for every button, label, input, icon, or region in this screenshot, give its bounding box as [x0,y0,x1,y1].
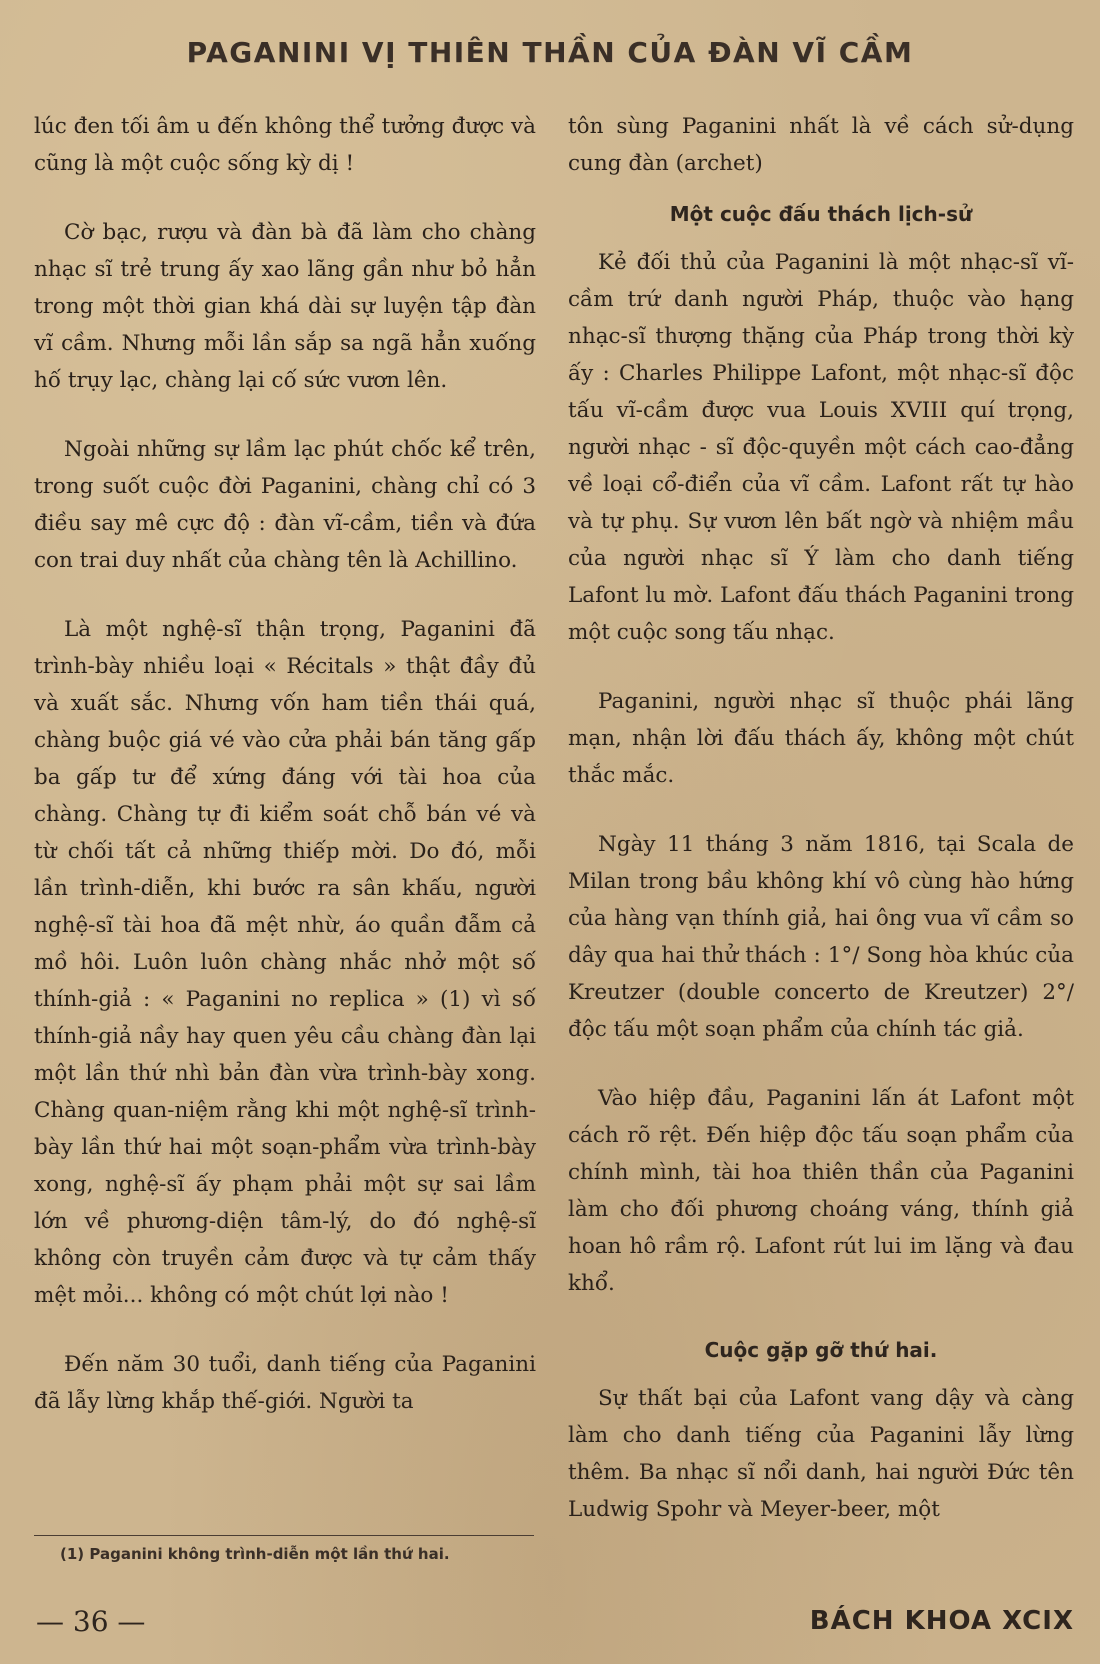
paragraph: Ngày 11 tháng 3 năm 1816, tại Scala de Milan trong bầu không khí vô cùng hào hứng của hàng vạn thính giả, hai ông vua vĩ cầm so dây qua hai thử thách : 1°/ Song hòa khúc của Kreutzer (double concerto de Kreutzer) 2°/ độc tấu một soạn phẩm của chính tác giả. [568,832,1074,1042]
paragraph: Sự thất bại của Lafont vang dậy và càng làm cho danh tiếng của Paganini lẫy lừng thêm. Ba nhạc sĩ nổi danh, hai người Đức tên Ludwig Spohr và Meyer-beer, một [568,1386,1074,1522]
paragraph: tôn sùng Paganini nhất là về cách sử-dụng cung đàn (archet) [568,114,1074,176]
page-number: — 36 — [36,1605,146,1638]
paragraph: Paganini, người nhạc sĩ thuộc phái lãng mạn, nhận lời đấu thách ấy, không một chút thắc mắc. [568,689,1074,788]
paragraph: Đến năm 30 tuổi, danh tiếng của Paganini đã lẫy lừng khắp thế-giới. Người ta [34,1352,536,1414]
footnote: (1) Paganini không trình-diễn một lần thứ hai. [60,1545,450,1563]
paragraph: lúc đen tối âm u đến không thể tưởng được và cũng là một cuộc sống kỳ dị ! [34,114,536,176]
footnote-rule [34,1535,534,1536]
paragraph: Là một nghệ-sĩ thận trọng, Paganini đã trình-bày nhiều loại « Récitals » thật đầy đủ và xuất sắc. Nhưng vốn ham tiền thái quá, chàng buộc giá vé vào cửa phải bán tăng gấp ba gấp tư để xứng đáng với tài hoa của chàng. Chàng tự đi kiểm soát chỗ bán vé và từ chối tất cả những thiếp mời. Do đó, mỗi lần trình-diễn, khi bước ra sân khấu, người nghệ-sĩ tài hoa đã mệt nhừ, áo quần đẫm cả mồ hôi. Luôn luôn chàng nhắc nhở một số thính-giả : « Paganini no replica » (1) vì số thính-giả nầy hay quen yêu cầu chàng đàn lại một lần thứ nhì bản đàn vừa trình-bày xong. Chàng quan-niệm rằng khi một nghệ-sĩ trình-bày lần thứ hai một soạn-phẩm vừa trình-bày xong, nghệ-sĩ ấy phạm phải một sự sai lầm lớn về phương-diện tâm-lý, do đó nghệ-sĩ không còn truyền cảm được và tự cảm thấy mệt mỏi... không có một chút lợi nào ! [34,617,536,1308]
running-title: PAGANINI VỊ THIÊN THẦN CỦA ĐÀN VĨ CẦM [186,36,914,69]
section-heading: Cuộc gặp gỡ thứ hai. [704,1338,938,1362]
paragraph: Ngoài những sự lầm lạc phút chốc kể trên, trong suốt cuộc đời Paganini, chàng chỉ có 3 điều say mê cực độ : đàn vĩ-cầm, tiền và đứa con trai duy nhất của chàng tên là Achillino. [34,437,536,573]
left-column [34,108,536,1452]
magazine-name: BÁCH KHOA XCIX [809,1606,1074,1636]
right-column [568,108,1074,1560]
paragraph: Cờ bạc, rượu và đàn bà đã làm cho chàng nhạc sĩ trẻ trung ấy xao lãng gần như bỏ hẳn trong một thời gian khá dài sự luyện tập đàn vĩ cầm. Nhưng mỗi lần sắp sa ngã hẳn xuống hố trụy lạc, chàng lại cố sức vươn lên. [34,220,536,393]
paragraph: Kẻ đối thủ của Paganini là một nhạc-sĩ vĩ-cầm trứ danh người Pháp, thuộc vào hạng nhạc-sĩ thượng thặng của Pháp trong thời kỳ ấy : Charles Philippe Lafont, một nhạc-sĩ độc tấu vĩ-cầm được vua Louis XVIII quí trọng, người nhạc - sĩ độc-quyền một cách cao-đẳng về loại cổ-điển của vĩ cầm. Lafont rất tự hào và tự phụ. Sự vươn lên bất ngờ và nhiệm mầu của người nhạc sĩ Ý làm cho danh tiếng Lafont lu mờ. Lafont đấu thách Paganini trong một cuộc song tấu nhạc. [568,250,1074,645]
section-heading: Một cuộc đấu thách lịch-sử [669,202,973,226]
paragraph: Vào hiệp đầu, Paganini lấn át Lafont một cách rõ rệt. Đến hiệp độc tấu soạn phẩm của chính mình, tài hoa thiên thần của Paganini làm cho đối phương choáng váng, thính giả hoan hô rầm rộ. Lafont rút lui im lặng và đau khổ. [568,1086,1074,1296]
